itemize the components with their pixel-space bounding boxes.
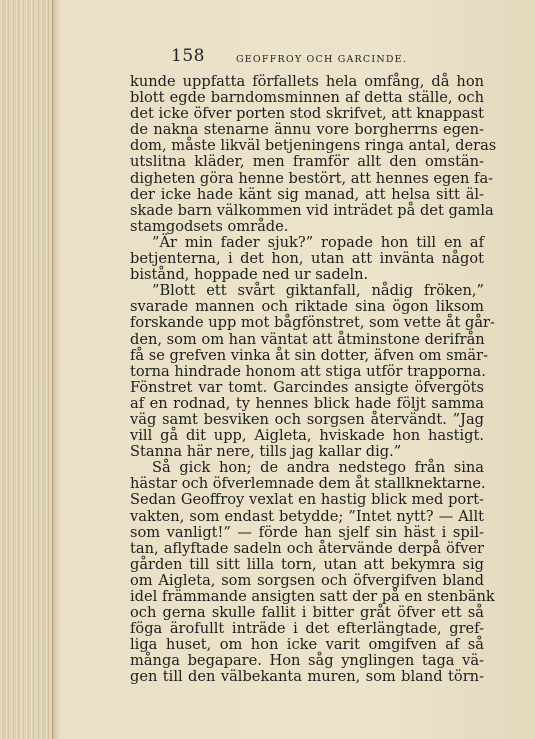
text-line: hästar och öfverlemnade dem åt stallknektarne. <box>130 475 486 493</box>
text-line: få se grefven vinka åt sin dotter, äfven om smär- <box>130 346 489 364</box>
text-line: kunde uppfatta förfallets hela omfång, då hon <box>130 73 484 90</box>
text-line: der icke hade känt sig manad, att helsa sitt äl- <box>130 185 484 203</box>
text-line: ”Blott ett svårt giktanfall, nådig fröken,” <box>152 282 484 300</box>
text-line: vakten, som endast betydde; ”Intet nytt? — Allt <box>130 507 484 525</box>
text-line: skade barn välkommen vid inträdet på det gamla <box>130 201 494 219</box>
binding-shadow <box>52 0 60 739</box>
page-stack-edge <box>0 0 53 739</box>
text-line: betjenterna, i det hon, utan att invänta något <box>130 250 484 268</box>
text-line: bistånd, hoppade ned ur sadeln. <box>130 266 369 284</box>
text-line: gården till sitt lilla torn, utan att bekymra sig <box>130 555 484 573</box>
text-line: utslitna kläder, men framför allt den omstän- <box>130 153 484 171</box>
text-line: liga huset, om hon icke varit omgifven af så <box>130 636 484 654</box>
running-header: GEOFFROY OCH GARCINDE. <box>236 54 407 65</box>
page-number: 158 <box>171 46 205 66</box>
text-line: som vanligt!” — förde han sjelf sin häst i spil- <box>130 523 484 541</box>
text-line: blott egde barndomsminnen af detta ställe, och <box>130 89 484 107</box>
text-line: torna hindrade honom att stiga utför trapporna. <box>130 362 486 380</box>
text-line: ”Är min fader sjuk?” ropade hon till en af <box>152 233 484 251</box>
text-line: af en rodnad, ty hennes blick hade följt samma <box>130 394 484 412</box>
text-line: svarade mannen och riktade sina ögon liksom <box>130 298 484 316</box>
text-line: de nakna stenarne ännu vore borgherrns egen- <box>130 121 484 139</box>
text-line: den, som om han väntat att åtminstone derifrån <box>130 330 485 348</box>
text-line: idel främmande ansigten satt der på en stenbänk <box>130 588 495 605</box>
text-line: forskande upp mot bågfönstret, som vette åt går- <box>130 314 495 332</box>
text-line: Fönstret var tomt. Garcindes ansigte öfvergöts <box>130 378 484 396</box>
text-line: dom, måste likväl betjeningens ringa antal, deras <box>130 137 497 155</box>
text-line: Så gick hon; de andra nedstego från sina <box>152 459 484 477</box>
text-line: föga ärofullt inträde i det efterlängtade, gref- <box>130 620 484 638</box>
text-line: stamgodsets område. <box>130 217 289 235</box>
text-line: Sedan Geoffroy vexlat en hastig blick med port- <box>130 491 484 509</box>
text-line: tan, aflyftade sadeln och återvände derpå öfver <box>130 539 484 557</box>
text-line: och gerna skulle fallit i bitter gråt öfver ett så <box>130 604 484 622</box>
text-line: om Aigleta, som sorgsen och öfvergifven bland <box>130 571 484 589</box>
text-line: gen till den välbekanta muren, som bland törn- <box>130 668 484 686</box>
text-line: Stanna här nere, tills jag kallar dig.” <box>130 443 402 461</box>
text-line: väg samt besviken och sorgsen återvändt. ”Jag <box>130 410 484 428</box>
text-line: digheten göra henne bestört, att hennes egen fa- <box>130 169 494 187</box>
text-line: det icke öfver porten stod skrifvet, att knappast <box>130 105 485 123</box>
text-line: vill gå dit upp, Aigleta, hviskade hon hastigt. <box>130 427 484 445</box>
text-line: många begapare. Hon såg ynglingen taga vä- <box>130 652 484 670</box>
body-text <box>130 73 497 686</box>
